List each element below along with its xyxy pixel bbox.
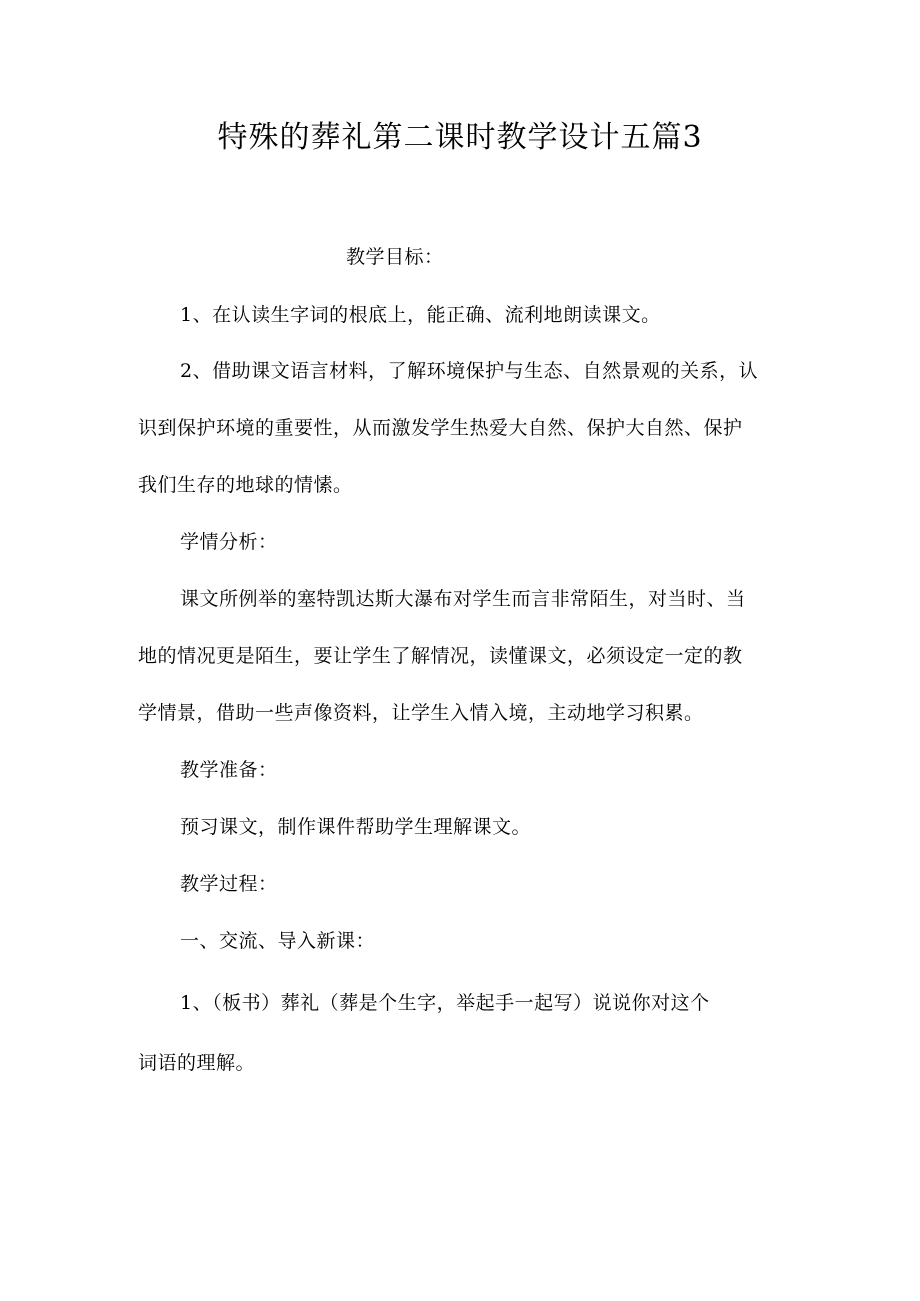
heading-section-one: 一、交流、导入新课： [180,930,376,952]
paragraph-goal-2-line-1: 2、借助课文语言材料，了解环境保护与生态、自然景观的关系，认 [180,360,759,382]
paragraph-goal-1: 1、在认读生字词的根底上，能正确、流利地朗读课文。 [180,304,661,326]
paragraph-goal-2-line-2: 识到保护环境的重要性，从而激发学生热爱大自然、保护大自然、保护 [138,417,743,439]
document-title: 特殊的葬礼第二课时教学设计五篇3 [217,120,703,155]
heading-learner-analysis: 学情分析： [180,531,278,553]
paragraph-step-1-line-2: 词语的理解。 [138,1052,256,1074]
paragraph-step-1-line-1: 1、（板书）葬礼（葬是个生字，举起手一起写）说说你对这个 [180,992,710,1014]
heading-teaching-preparation: 教学准备： [180,759,278,781]
paragraph-analysis-line-2: 地的情况更是陌生，要让学生了解情况，读懂课文，必须设定一定的教 [138,645,743,667]
heading-teaching-goals: 教学目标： [346,246,444,268]
heading-teaching-process: 教学过程： [180,873,278,895]
paragraph-analysis-line-3: 学情景，借助一些声像资料，让学生入情入境，主动地学习积累。 [138,702,704,724]
paragraph-goal-2-line-3: 我们生存的地球的情愫。 [138,474,353,496]
paragraph-analysis-line-1: 课文所例举的塞特凯达斯大瀑布对学生而言非常陌生，对当时、当 [180,588,746,610]
paragraph-preparation: 预习课文，制作课件帮助学生理解课文。 [180,816,532,838]
